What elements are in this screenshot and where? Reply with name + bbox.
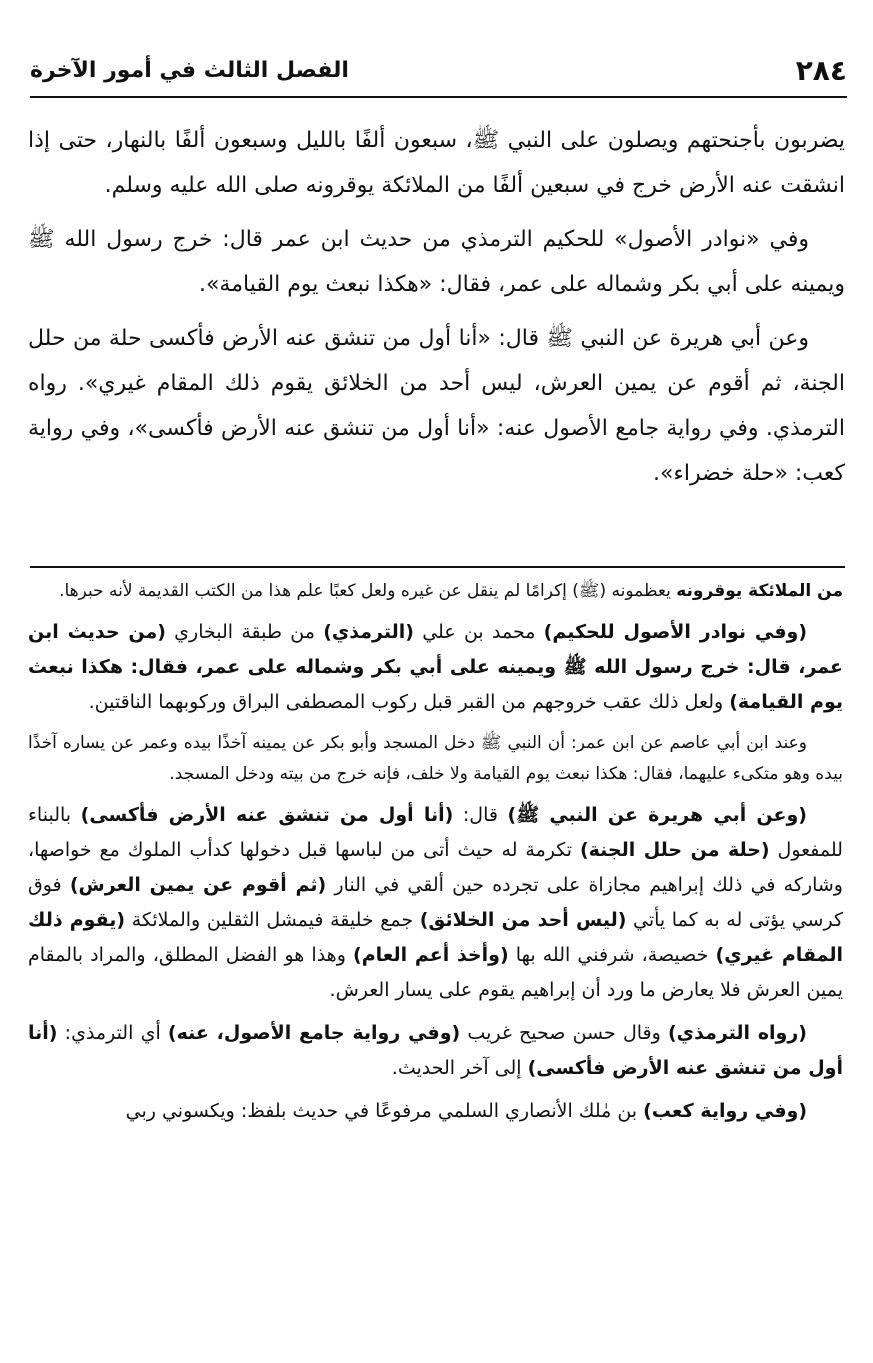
bold-lemma: (الترمذي) xyxy=(323,621,414,643)
main-paragraph: يضربون بأجنحتهم ويصلون على النبي ﷺ، سبعون ألفًا بالليل وسبعون ألفًا بالنهار، حتى إذا انشقت عنه الأرض خرج في سبعين ألفًا من الملائكة يوقرونه صلى الله عليه وسلم. xyxy=(28,128,845,198)
bold-lemma: (وأخذ أعم العام) xyxy=(353,944,509,966)
commentary-text: وهذا هو الفضل المطلق، والمراد بالمقام يمين العرش فلا يعارض ما ورد أن إبراهيم يقوم على يسار العرش. xyxy=(28,944,843,1001)
commentary-text: وقال حسن صحيح غريب xyxy=(460,1022,668,1044)
bold-lemma: (وفي نوادر الأصول للحكيم) xyxy=(543,621,808,643)
commentary-text: بالبناء للمفعول xyxy=(28,804,843,861)
commentary-text: بن مٰلك الأنصاري السلمي مرفوعًا في حديث بلفظ: ويكسوني ربي xyxy=(125,1100,644,1122)
commentary-text: من طبقة البخاري xyxy=(165,621,324,643)
bold-lemma: (حلة من حلل الجنة) xyxy=(579,839,770,861)
commentary-paragraph xyxy=(28,798,843,1008)
commentary-text: جمع خليقة فيمشل الثقلين والملائكة xyxy=(125,909,420,931)
bold-lemma: من الملائكة يوقرونه xyxy=(676,581,843,601)
commentary-paragraph xyxy=(28,576,843,607)
bold-lemma: (وفي رواية جامع الأصول، عنه) xyxy=(167,1022,461,1044)
commentary-text: قال: xyxy=(453,804,508,826)
bold-lemma: (رواه الترمذي) xyxy=(668,1022,807,1044)
bold-lemma: (من حديث ابن عمر، قال: خرج رسول الله ﷺ ويمينه على أبي بكر وشماله على عمر، فقال: هكذا نبعث يوم القيامة) xyxy=(28,621,843,713)
main-paragraph: وفي «نوادر الأصول» للحكيم الترمذي من حديث ابن عمر قال: خرج رسول الله ﷺ ويمينه على أبي بكر وشماله على عمر، فقال: «هكذا نبعث يوم القيامة». xyxy=(28,227,845,297)
bold-lemma: (أنا أول من تنشق عنه الأرض فأكسى) xyxy=(80,804,454,826)
commentary-text: محمد بن علي xyxy=(413,621,544,643)
footnote-divider xyxy=(30,566,845,568)
bold-lemma: (وعن أبي هريرة عن النبي ﷺ) xyxy=(507,804,807,826)
bold-lemma: (ليس أحد من الخلائق) xyxy=(419,909,627,931)
commentary-paragraph xyxy=(28,1094,843,1129)
page-number: ٢٨٤ xyxy=(795,53,847,87)
main-text xyxy=(28,118,845,505)
commentary-paragraph xyxy=(28,615,843,720)
bold-lemma: (وفي رواية كعب) xyxy=(643,1100,807,1122)
bold-lemma: (يقوم ذلك المقام غيري) xyxy=(28,909,843,966)
commentary-text: فوق كرسي يؤتى له به كما يأتي xyxy=(28,874,843,931)
commentary-text: خصيصة، شرفني الله بها xyxy=(508,944,716,966)
commentary-text: أي الترمذي: xyxy=(57,1022,168,1044)
commentary-text: إلى آخر الحديث. xyxy=(391,1057,528,1079)
running-header xyxy=(30,44,847,98)
commentary-text: تكرمة له حيث أتى من لباسها قبل دخولها كدأب الملوك مع خواصها، وشاركه في ذلك إبراهيم مجازاة على تجرده حين ألقي في النار xyxy=(28,839,843,896)
commentary-text: يعظمونه (ﷺ) إكرامًا لم ينقل عن غيره ولعل كعبًا علم هذا من الكتب القديمة لأنه حبرها. xyxy=(59,581,677,601)
chapter-title: الفصل الثالث في أمور الآخرة xyxy=(30,57,349,83)
commentary xyxy=(28,576,843,1137)
commentary-text: ولعل ذلك عقب خروجهم من القبر قبل ركوب المصطفى البراق وركوبهما الناقتين. xyxy=(88,691,730,713)
main-paragraph: وعن أبي هريرة عن النبي ﷺ قال: «أنا أول من تنشق عنه الأرض فأكسى حلة من حلل الجنة، ثم أقوم عن يمين العرش، ليس أحد من الخلائق يقوم ذلك المقام غيري». رواه الترمذي. وفي رواية جامع الأصول عنه: «أنا أول من تنشق عنه الأرض فأكسى»، وفي رواية كعب: «حلة خضراء». xyxy=(28,326,845,486)
bold-lemma: (أنا أول من تنشق عنه الأرض فأكسى) xyxy=(28,1022,843,1079)
bold-lemma: (ثم أقوم عن يمين العرش) xyxy=(69,874,327,896)
commentary-paragraph xyxy=(28,1016,843,1086)
commentary-paragraph: وعند ابن أبي عاصم عن ابن عمر: أن النبي ﷺ دخل المسجد وأبو بكر عن يمينه آخذًا بيده وعمر عن يساره آخذًا بيده وهو متكىء عليهما، فقال: هكذا نبعث يوم القيامة ولا خلف، فإنه خرج من بيته ودخل المسجد. xyxy=(28,733,843,784)
